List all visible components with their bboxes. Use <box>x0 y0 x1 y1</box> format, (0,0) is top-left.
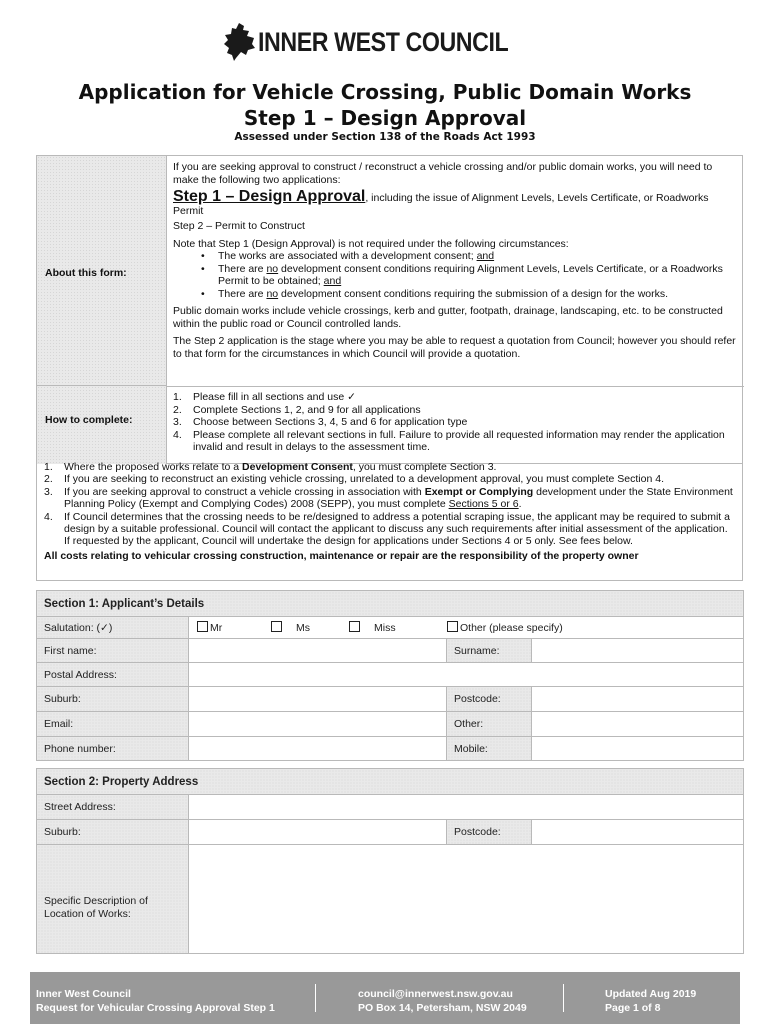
divider <box>167 386 744 387</box>
note-text: Note that Step 1 (Design Approval) is not required under the following circumstances: <box>173 237 569 250</box>
step2-text: Step 2 – Permit to Construct <box>173 220 305 232</box>
street-address-label: Street Address: <box>37 795 189 820</box>
postal-address-label: Postal Address: <box>37 663 189 687</box>
list-item: • There are no development consent conditions requiring the submission of a design for the works. <box>173 288 739 301</box>
checkbox-mr[interactable] <box>197 621 208 632</box>
section2-property-address <box>36 768 744 954</box>
about-intro: If you are seeking approval to construct / reconstruct a vehicle crossing and/or public domain works, you will need to make the following two applications: <box>173 161 713 186</box>
location-description-field[interactable] <box>189 845 744 954</box>
circumstance-list <box>173 250 739 300</box>
section1-applicant-details <box>36 590 744 761</box>
surname-field[interactable] <box>532 639 744 663</box>
step1-description: , including the issue of Alignment Levels, Levels Certificate, or Roadworks Permit <box>173 192 709 217</box>
footer-contact <box>358 987 527 1015</box>
list-item: • The works are associated with a development consent; and <box>173 250 739 263</box>
step2-info-text: The Step 2 application is the stage where you may be able to request a quotation from Council; however you should refer to that form for the circumstances in which Council will provide a quotation. <box>173 335 736 360</box>
salutation-miss[interactable]: Miss <box>349 621 396 634</box>
about-form-box <box>36 155 743 464</box>
council-logo <box>0 22 770 65</box>
list-item: 4. Please complete all relevant sections in full. Failure to provide all requested information may render the application invalid and result in delays to the assessment time. <box>173 428 725 453</box>
suburb-field[interactable] <box>189 687 447 712</box>
property-postcode-label: Postcode: <box>447 820 532 845</box>
how-label: How to complete: <box>45 414 133 426</box>
requirements-list <box>44 461 735 548</box>
list-item: 3. Choose between Sections 3, 4, 5 and 6 for application type <box>173 416 468 428</box>
page-title: Application for Vehicle Crossing, Public Domain Works <box>78 80 692 104</box>
footer-email: council@innerwest.nsw.gov.au <box>358 988 513 1000</box>
salutation-mr[interactable]: Mr <box>197 621 222 634</box>
requirements-notes <box>36 457 743 581</box>
checkbox-miss[interactable] <box>349 621 360 632</box>
public-domain-text: Public domain works include vehicle crossings, kerb and gutter, footpath, drainage, landscaping, etc. to be constructed within the public road or Council controlled lands. <box>173 305 723 330</box>
email-field[interactable] <box>189 712 447 737</box>
page-footer <box>30 972 740 1024</box>
footer-page-number: Page 1 of 8 <box>605 1002 661 1014</box>
inner-west-map-icon <box>222 22 256 62</box>
suburb-label: Suburb: <box>37 687 189 712</box>
step1-heading: Step 1 – Design Approval <box>173 188 366 205</box>
salutation-options <box>189 617 744 639</box>
how-content <box>173 391 739 454</box>
surname-label: Surname: <box>447 639 532 663</box>
checkbox-ms[interactable] <box>271 621 282 632</box>
postal-address-field[interactable] <box>189 663 744 687</box>
how-list <box>173 391 739 454</box>
list-item: 3. If you are seeking approval to construct a vehicle crossing in association with Exempt or Complying development under the State Environment Planning Policy (Exempt and Complying Codes) 2008 (SEPP), you must complete Sections 5 or 6. <box>44 485 733 511</box>
cost-responsibility-note: All costs relating to vehicular crossing construction, maintenance or repair are the responsibility of the property owner <box>44 549 639 562</box>
footer-updated: Updated Aug 2019 <box>605 988 697 1000</box>
street-address-field[interactable] <box>189 795 744 820</box>
about-content <box>173 161 739 365</box>
how-label-cell <box>37 386 167 464</box>
list-item: 2. Complete Sections 1, 2, and 9 for all applications <box>173 403 421 416</box>
phone-field[interactable] <box>189 737 447 761</box>
other-label: Other: <box>447 712 532 737</box>
property-suburb-field[interactable] <box>189 820 447 845</box>
mobile-field[interactable] <box>532 737 744 761</box>
postcode-label: Postcode: <box>447 687 532 712</box>
footer-address: PO Box 14, Petersham, NSW 2049 <box>358 1002 527 1014</box>
first-name-field[interactable] <box>189 639 447 663</box>
property-suburb-label: Suburb: <box>37 820 189 845</box>
property-postcode-field[interactable] <box>532 820 744 845</box>
salutation-ms[interactable]: Ms <box>271 621 310 634</box>
section1-heading: Section 1: Applicant’s Details <box>37 591 744 617</box>
footer-org: Inner West Council <box>36 988 131 1000</box>
section2-heading: Section 2: Property Address <box>37 769 744 795</box>
location-description-label: Specific Description of Location of Works: <box>37 845 189 954</box>
other-field[interactable] <box>532 712 744 737</box>
list-item: 1. Please fill in all sections and use ✓ <box>173 391 356 403</box>
mobile-label: Mobile: <box>447 737 532 761</box>
list-item: 2. If you are seeking to reconstruct an existing vehicle crossing, unrelated to a development approval, you must complete Section 4. <box>44 473 664 486</box>
footer-separator <box>563 984 564 1012</box>
page-subtitle: Assessed under Section 138 of the Roads Act 1993 <box>234 131 536 143</box>
salutation-other[interactable]: Other (please specify) <box>447 621 563 634</box>
postcode-field[interactable] <box>532 687 744 712</box>
about-label: About this form: <box>45 267 127 279</box>
footer-doc-title: Request for Vehicular Crossing Approval Step 1 <box>36 1002 275 1014</box>
page-title-step: Step 1 – Design Approval <box>243 106 527 130</box>
salutation-label: Salutation: (✓) <box>37 617 189 639</box>
logo-text: INNER WEST COUNCIL <box>257 26 508 57</box>
list-item: 4. If Council determines that the crossing needs to be re/designed to address a potential scraping issue, the applicant may be required to submit a design by a suitable professional. Council will contact the applicant to discuss any such requirements after initial assessment of the application. If requested by the applicant, Council will undertake the design for applications under Sections 4 or 5 only. See fees below. <box>44 510 730 548</box>
email-label: Email: <box>37 712 189 737</box>
first-name-label: First name: <box>37 639 189 663</box>
footer-left <box>36 987 275 1015</box>
footer-separator <box>315 984 316 1012</box>
about-label-cell <box>37 156 167 386</box>
list-item: 1. Where the proposed works relate to a Development Consent, you must complete Section 3. <box>44 461 497 473</box>
list-item: • There are no development consent conditions requiring Alignment Levels, Levels Certificate, or a Roadworks Permit to be obtained; and <box>173 263 739 288</box>
footer-right <box>605 987 696 1015</box>
checkbox-other[interactable] <box>447 621 458 632</box>
phone-label: Phone number: <box>37 737 189 761</box>
